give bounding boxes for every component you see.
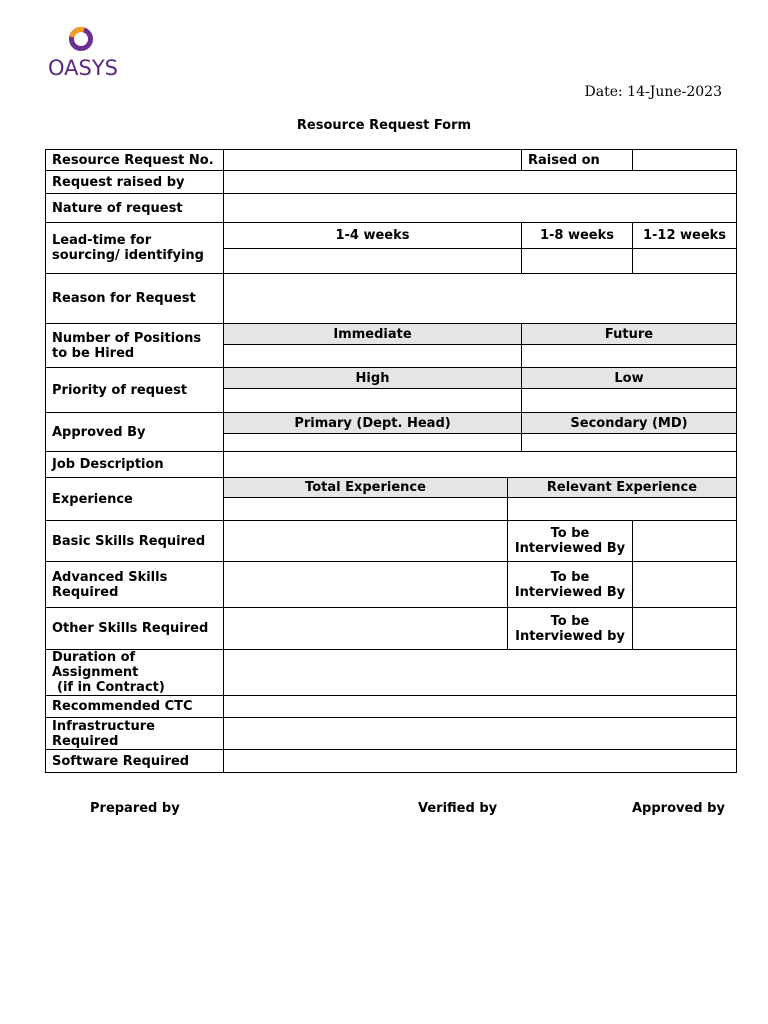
field-request-no[interactable] [224,150,522,171]
label-duration [46,650,224,696]
positions-option-future: Future [522,324,737,345]
label-software: Software Required [46,750,224,773]
field-duration[interactable] [224,650,737,696]
approved-by-option-primary: Primary (Dept. Head) [224,413,522,434]
label-other-interviewer: To be Interviewed by [508,608,633,650]
label-priority: Priority of request [46,368,224,413]
label-job-description: Job Description [46,452,224,478]
label-reason: Reason for Request [46,274,224,324]
field-lead-time-3[interactable] [633,249,737,274]
experience-option-relevant: Relevant Experience [508,478,737,498]
label-duration-line-1: Duration of Assignment [52,650,139,680]
field-infrastructure[interactable] [224,718,737,750]
field-nature[interactable] [224,194,737,223]
row-infrastructure [46,718,737,750]
label-approved-by: Approved By [46,413,224,452]
field-raised-on[interactable] [633,150,737,171]
label-lead-time: Lead-time for sourcing/ identifying [46,223,224,274]
field-experience-total[interactable] [224,498,508,521]
row-ctc [46,696,737,718]
field-advanced-skills[interactable] [224,562,508,608]
label-advanced-interviewer: To be Interviewed By [508,562,633,608]
label-infrastructure: Infrastructure Required [46,718,224,750]
field-basic-skills[interactable] [224,521,508,562]
resource-request-table [45,149,737,773]
verified-by-label: Verified by [418,801,498,816]
field-reason[interactable] [224,274,737,324]
row-nature [46,194,737,223]
field-lead-time-1[interactable] [224,249,522,274]
row-duration [46,650,737,696]
lead-time-option-3: 1-12 weeks [633,223,737,249]
field-ctc[interactable] [224,696,737,718]
company-logo [48,24,118,82]
label-raised-on: Raised on [522,150,633,171]
field-advanced-interviewer[interactable] [633,562,737,608]
logo-ring-icon [66,24,96,54]
label-ctc: Recommended CTC [46,696,224,718]
approved-by-option-secondary: Secondary (MD) [522,413,737,434]
field-lead-time-2[interactable] [522,249,633,274]
lead-time-option-2: 1-8 weeks [522,223,633,249]
priority-option-low: Low [522,368,737,389]
label-raised-by: Request raised by [46,171,224,194]
label-basic-skills: Basic Skills Required [46,521,224,562]
label-basic-interviewer: To be Interviewed By [508,521,633,562]
lead-time-option-1: 1-4 weeks [224,223,522,249]
label-request-no: Resource Request No. [46,150,224,171]
label-other-skills: Other Skills Required [46,608,224,650]
row-experience [46,478,737,498]
positions-option-immediate: Immediate [224,324,522,345]
row-raised-by [46,171,737,194]
field-experience-relevant[interactable] [508,498,737,521]
row-advanced-skills [46,562,737,608]
field-approved-secondary[interactable] [522,434,737,452]
form-date: Date: 14-June-2023 [584,84,722,100]
field-raised-by[interactable] [224,171,737,194]
field-other-interviewer[interactable] [633,608,737,650]
label-positions: Number of Positions to be Hired [46,324,224,368]
row-job-description [46,452,737,478]
experience-option-total: Total Experience [224,478,508,498]
field-priority-high[interactable] [224,389,522,413]
field-approved-primary[interactable] [224,434,522,452]
row-positions [46,324,737,345]
form-title: Resource Request Form [296,118,472,133]
label-nature: Nature of request [46,194,224,223]
field-software[interactable] [224,750,737,773]
row-request-no [46,150,737,171]
field-job-description[interactable] [224,452,737,478]
row-basic-skills [46,521,737,562]
approved-by-label: Approved by [632,801,725,816]
label-advanced-skills: Advanced Skills Required [46,562,224,608]
row-lead-time [46,223,737,249]
field-positions-future[interactable] [522,345,737,368]
label-duration-line-2: (if in Contract) [57,680,165,695]
row-approved-by [46,413,737,434]
prepared-by-label: Prepared by [90,801,180,816]
field-positions-immediate[interactable] [224,345,522,368]
row-priority [46,368,737,389]
priority-option-high: High [224,368,522,389]
logo-text: OASYS [48,56,119,80]
field-other-skills[interactable] [224,608,508,650]
row-software [46,750,737,773]
row-reason [46,274,737,324]
field-basic-interviewer[interactable] [633,521,737,562]
label-experience: Experience [46,478,224,521]
field-priority-low[interactable] [522,389,737,413]
row-other-skills [46,608,737,650]
